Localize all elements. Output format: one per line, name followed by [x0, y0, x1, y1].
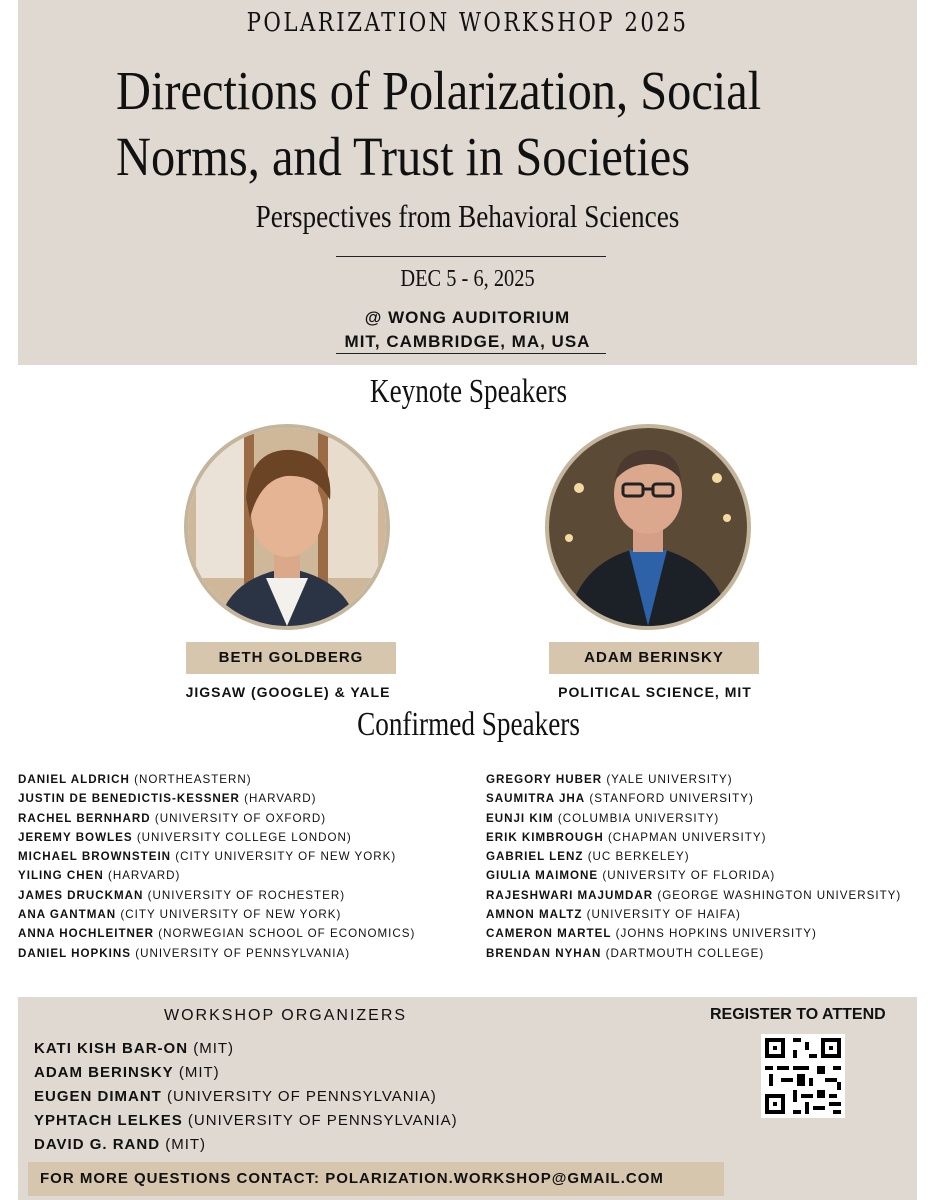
speaker-affiliation: (UNIVERSITY COLLEGE LONDON) [136, 830, 352, 844]
register-label: REGISTER TO ATTEND [710, 1006, 886, 1023]
event-title: Directions of Polarization, Social Norms, and Trust in Societies [116, 60, 762, 187]
contact-bar: FOR MORE QUESTIONS CONTACT: POLARIZATION.WORKSHOP@GMAIL.COM [28, 1162, 724, 1196]
speaker-name: RACHEL BERNHARD [18, 811, 151, 825]
speaker-item [18, 847, 415, 866]
speaker-name: JUSTIN DE BENEDICTIS-KESSNER [18, 792, 240, 806]
speaker-item [486, 944, 901, 963]
organizer-affiliation: (MIT) [165, 1136, 207, 1153]
speaker-item [486, 770, 901, 789]
speaker-name: RAJESHWARI MAJUMDAR [486, 888, 654, 902]
speaker-item [486, 847, 901, 866]
organizer-affiliation: (UNIVERSITY OF PENNSYLVANIA) [167, 1088, 437, 1105]
speaker-affiliation: (UNIVERSITY OF OXFORD) [154, 811, 327, 825]
speaker-affiliation: (CITY UNIVERSITY OF NEW YORK) [175, 850, 397, 864]
organizer-affiliation: (MIT) [193, 1040, 235, 1057]
speaker-affiliation: (STANFORD UNIVERSITY) [589, 792, 754, 806]
speaker-name: SAUMITRA JHA [486, 792, 586, 806]
speaker-name: EUNJI KIM [486, 811, 554, 825]
organizer-item [34, 1109, 458, 1133]
speaker-item [18, 924, 415, 943]
speaker-item [486, 924, 901, 943]
speaker-affiliation: (UC BERKELEY) [587, 850, 690, 864]
speaker-name: JEREMY BOWLES [18, 830, 133, 844]
speaker-item [18, 944, 415, 963]
speaker-affiliation: (CHAPMAN UNIVERSITY) [607, 830, 767, 844]
organizer-item [34, 1037, 458, 1061]
header-banner [18, 0, 917, 365]
keynote-name-plate: ADAM BERINSKY [549, 642, 759, 674]
speaker-name: GABRIEL LENZ [486, 850, 584, 864]
keynote-portrait-goldberg [184, 424, 390, 630]
venue-name: @ WONG AUDITORIUM [364, 308, 571, 327]
keynote-affiliation: POLITICAL SCIENCE, MIT [558, 684, 752, 700]
speaker-item [18, 770, 415, 789]
speaker-affiliation: (UNIVERSITY OF HAIFA) [586, 908, 741, 922]
speaker-name: ERIK KIMBROUGH [486, 830, 604, 844]
venue-location: MIT, CAMBRIDGE, MA, USA [344, 332, 591, 351]
confirmed-heading: Confirmed Speakers [357, 706, 580, 743]
speaker-affiliation: (JOHNS HOPKINS UNIVERSITY) [615, 927, 817, 941]
divider-bottom [336, 353, 606, 354]
organizer-affiliation: (MIT) [178, 1064, 220, 1081]
speaker-name: ANNA HOCHLEITNER [18, 927, 155, 941]
divider-top [336, 256, 606, 257]
speaker-affiliation: (NORWEGIAN SCHOOL OF ECONOMICS) [158, 927, 416, 941]
speaker-affiliation: (UNIVERSITY OF FLORIDA) [602, 869, 776, 883]
speaker-name: DANIEL ALDRICH [18, 773, 130, 786]
speaker-name: GREGORY HUBER [486, 773, 603, 786]
speaker-list-right [486, 770, 901, 963]
event-subtitle: Perspectives from Behavioral Sciences [255, 198, 680, 234]
organizer-name: KATI KISH BAR-ON [34, 1040, 189, 1057]
speaker-affiliation: (YALE UNIVERSITY) [606, 773, 733, 786]
speaker-affiliation: (UNIVERSITY OF PENNSYLVANIA) [135, 946, 351, 960]
speaker-affiliation: (HARVARD) [107, 869, 181, 883]
speaker-item [486, 809, 901, 828]
speaker-item [486, 886, 901, 905]
speaker-item [18, 809, 415, 828]
register-qr-code[interactable] [761, 1034, 845, 1118]
portrait-berinsky-image [549, 428, 747, 626]
speaker-list-left [18, 770, 415, 963]
organizers-list [34, 1037, 458, 1157]
keynote-heading: Keynote Speakers [369, 373, 568, 410]
speaker-name: JAMES DRUCKMAN [18, 888, 144, 902]
qr-code-icon [761, 1034, 845, 1118]
speaker-item [18, 866, 415, 885]
speaker-affiliation: (NORTHEASTERN) [134, 773, 252, 786]
event-dates: DEC 5 - 6, 2025 [400, 266, 535, 292]
keynote-affiliation: JIGSAW (GOOGLE) & YALE [185, 684, 391, 700]
organizer-affiliation: (UNIVERSITY OF PENNSYLVANIA) [187, 1112, 458, 1129]
speaker-affiliation: (GEORGE WASHINGTON UNIVERSITY) [657, 888, 902, 902]
speaker-item [18, 886, 415, 905]
speaker-item [18, 905, 415, 924]
organizer-name: EUGEN DIMANT [34, 1088, 162, 1105]
speaker-affiliation: (DARTMOUTH COLLEGE) [605, 946, 765, 960]
organizer-name: DAVID G. RAND [34, 1136, 161, 1153]
speaker-name: MICHAEL BROWNSTEIN [18, 850, 172, 864]
organizers-heading: WORKSHOP ORGANIZERS [164, 1007, 408, 1024]
organizer-name: YPHTACH LELKES [34, 1112, 183, 1129]
speaker-item [18, 828, 415, 847]
organizer-item [34, 1061, 458, 1085]
speaker-item [486, 828, 901, 847]
speaker-affiliation: (CITY UNIVERSITY OF NEW YORK) [120, 908, 342, 922]
speaker-name: CAMERON MARTEL [486, 927, 612, 941]
organizer-item [34, 1133, 458, 1157]
speaker-affiliation: (UNIVERSITY OF ROCHESTER) [147, 888, 346, 902]
organizer-name: ADAM BERINSKY [34, 1064, 174, 1081]
keynote-portrait-berinsky [545, 424, 751, 630]
speaker-item [486, 789, 901, 808]
event-eyebrow: POLARIZATION WORKSHOP 2025 [246, 8, 689, 38]
speaker-item [18, 789, 415, 808]
speaker-name: AMNON MALTZ [486, 908, 583, 922]
speaker-affiliation: (HARVARD) [244, 792, 317, 806]
speaker-name: GIULIA MAIMONE [486, 869, 599, 883]
speaker-name: BRENDAN NYHAN [486, 946, 602, 960]
speaker-name: ANA GANTMAN [18, 908, 117, 922]
portrait-goldberg-image [188, 428, 386, 626]
speaker-name: DANIEL HOPKINS [18, 946, 131, 960]
footer-panel [18, 997, 917, 1200]
organizer-item [34, 1085, 458, 1109]
keynote-name-plate: BETH GOLDBERG [186, 642, 396, 674]
speaker-affiliation: (COLUMBIA UNIVERSITY) [557, 811, 720, 825]
speaker-item [486, 866, 901, 885]
speaker-name: YILING CHEN [18, 869, 104, 883]
speaker-item [486, 905, 901, 924]
